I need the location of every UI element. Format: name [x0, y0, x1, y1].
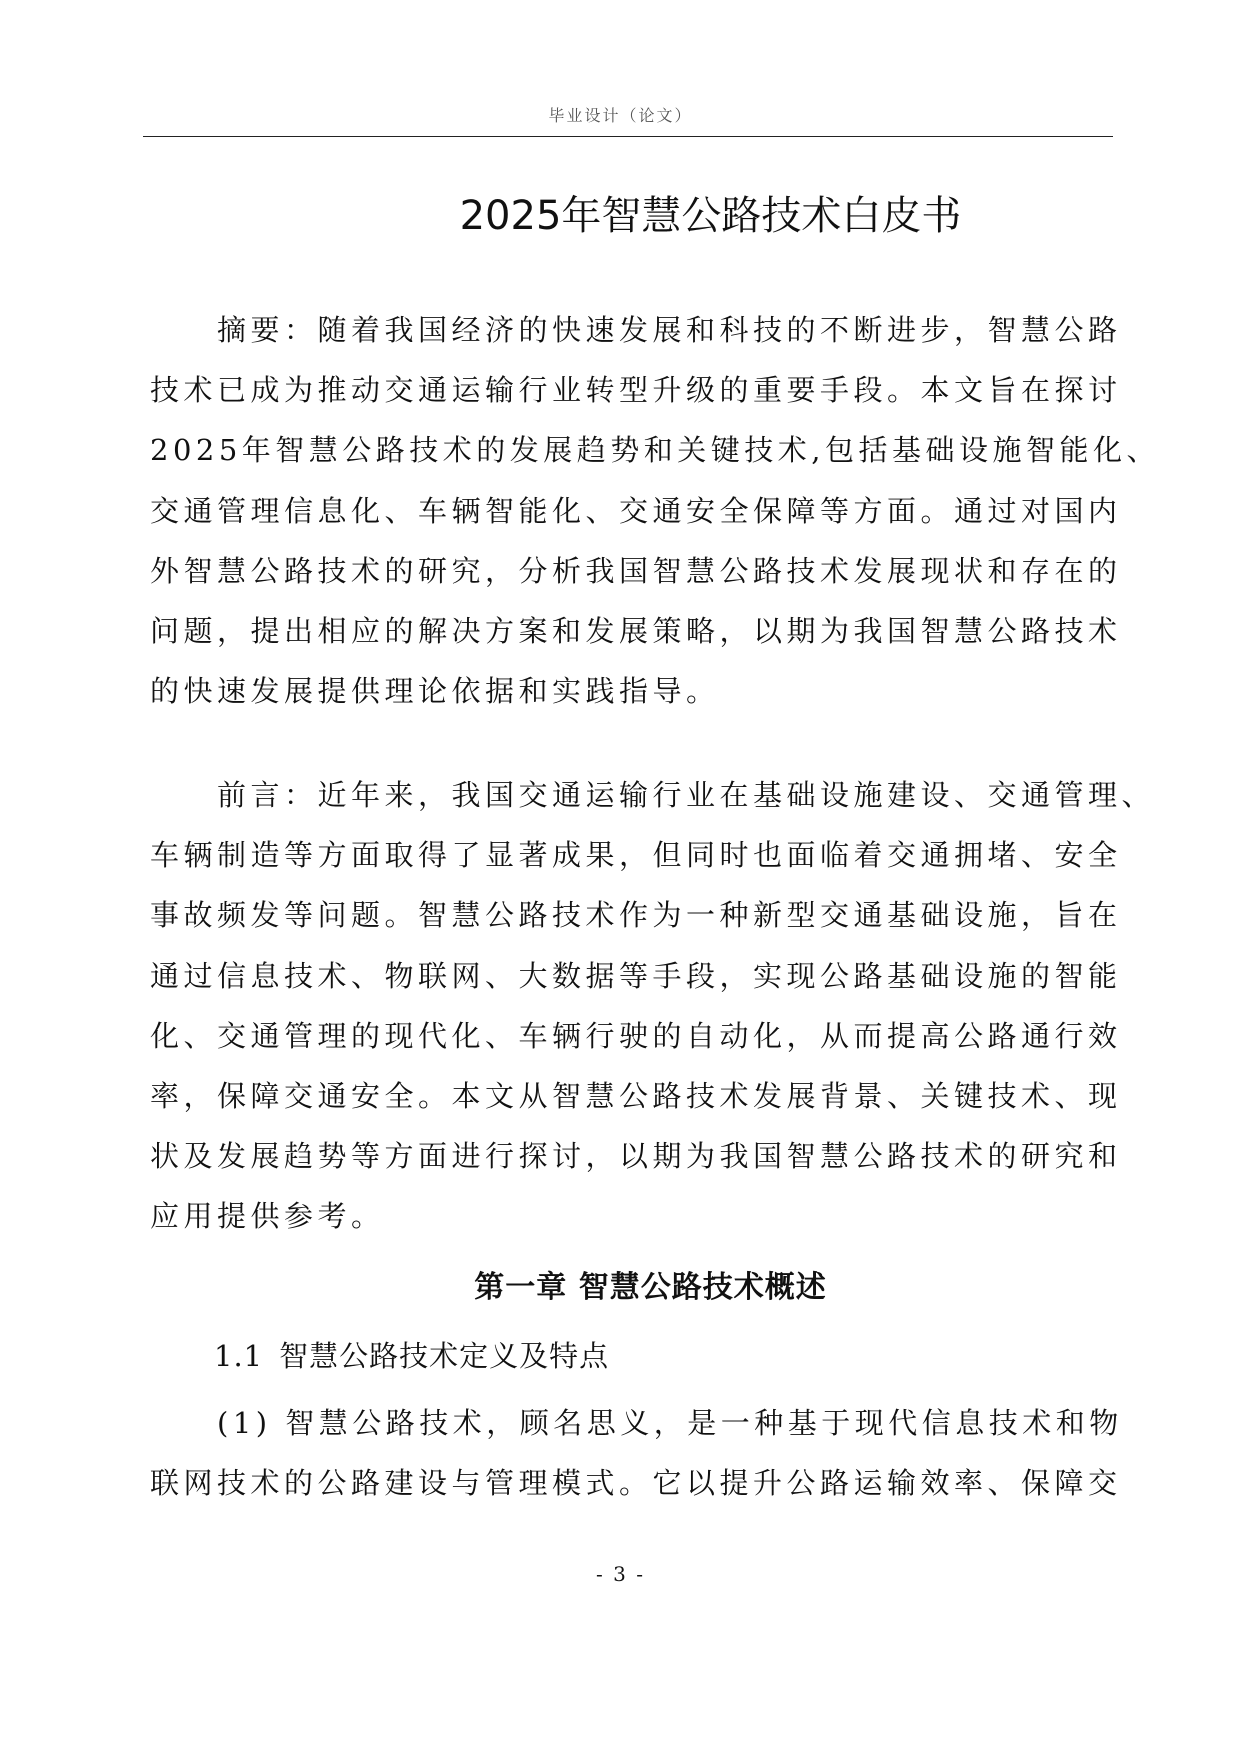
section-line: 联网技术的公路建设与管理模式。它以提升公路运输效率、保障交 [150, 1466, 1122, 1501]
abstract-line: 的快速发展提供理论依据和实践指导。 [150, 674, 720, 709]
section-paragraph [150, 1393, 1123, 1513]
chapter-heading: 第一章 智慧公路技术概述 [474, 1270, 827, 1305]
abstract-line: 问题，提出相应的解决方案和发展策略，以期为我国智慧公路技术 [150, 614, 1122, 649]
page-number: - 3 - [596, 1562, 645, 1586]
abstract-line: 交通管理信息化、车辆智能化、交通安全保障等方面。通过对国内 [150, 493, 1122, 528]
preface-line: 车辆制造等方面取得了显著成果，但同时也面临着交通拥堵、安全 [150, 838, 1122, 873]
preface-line: 通过信息技术、物联网、大数据等手段，实现公路基础设施的智能 [150, 958, 1122, 993]
preface-line: 化、交通管理的现代化、车辆行驶的自动化，从而提高公路通行效 [150, 1018, 1122, 1053]
abstract-line: 摘要：随着我国经济的快速发展和科技的不断进步，智慧公路 [150, 313, 1122, 347]
header-rule [143, 136, 1113, 137]
abstract-line: 外智慧公路技术的研究，分析我国智慧公路技术发展现状和存在的 [150, 553, 1122, 588]
section-number: 1.1 [214, 1339, 264, 1373]
preface-line: 事故频发等问题。智慧公路技术作为一种新型交通基础设施，旨在 [150, 898, 1122, 933]
section-line: (1) 智慧公路技术，顾名思义，是一种基于现代信息技术和物 [150, 1406, 1123, 1440]
abstract-paragraph [150, 300, 1161, 721]
preface-line: 前言：近年来，我国交通运输行业在基础设施建设、交通管理、 [150, 778, 1156, 812]
abstract-line: 2025年智慧公路技术的发展趋势和关键技术,包括基础设施智能化、 [150, 433, 1161, 468]
section-heading [214, 1336, 609, 1376]
preface-line: 状及发展趋势等方面进行探讨，以期为我国智慧公路技术的研究和 [150, 1139, 1122, 1174]
preface-line: 应用提供参考。 [150, 1199, 385, 1234]
preface-line: 率，保障交通安全。本文从智慧公路技术发展背景、关键技术、现 [150, 1079, 1122, 1114]
preface-paragraph [150, 765, 1156, 1247]
abstract-line: 技术已成为推动交通运输行业转型升级的重要手段。本文旨在探讨 [150, 373, 1122, 408]
running-header: 毕业设计（论文） [548, 106, 693, 125]
document-title: 2025年智慧公路技术白皮书 [459, 193, 962, 239]
section-title: 智慧公路技术定义及特点 [279, 1339, 610, 1373]
